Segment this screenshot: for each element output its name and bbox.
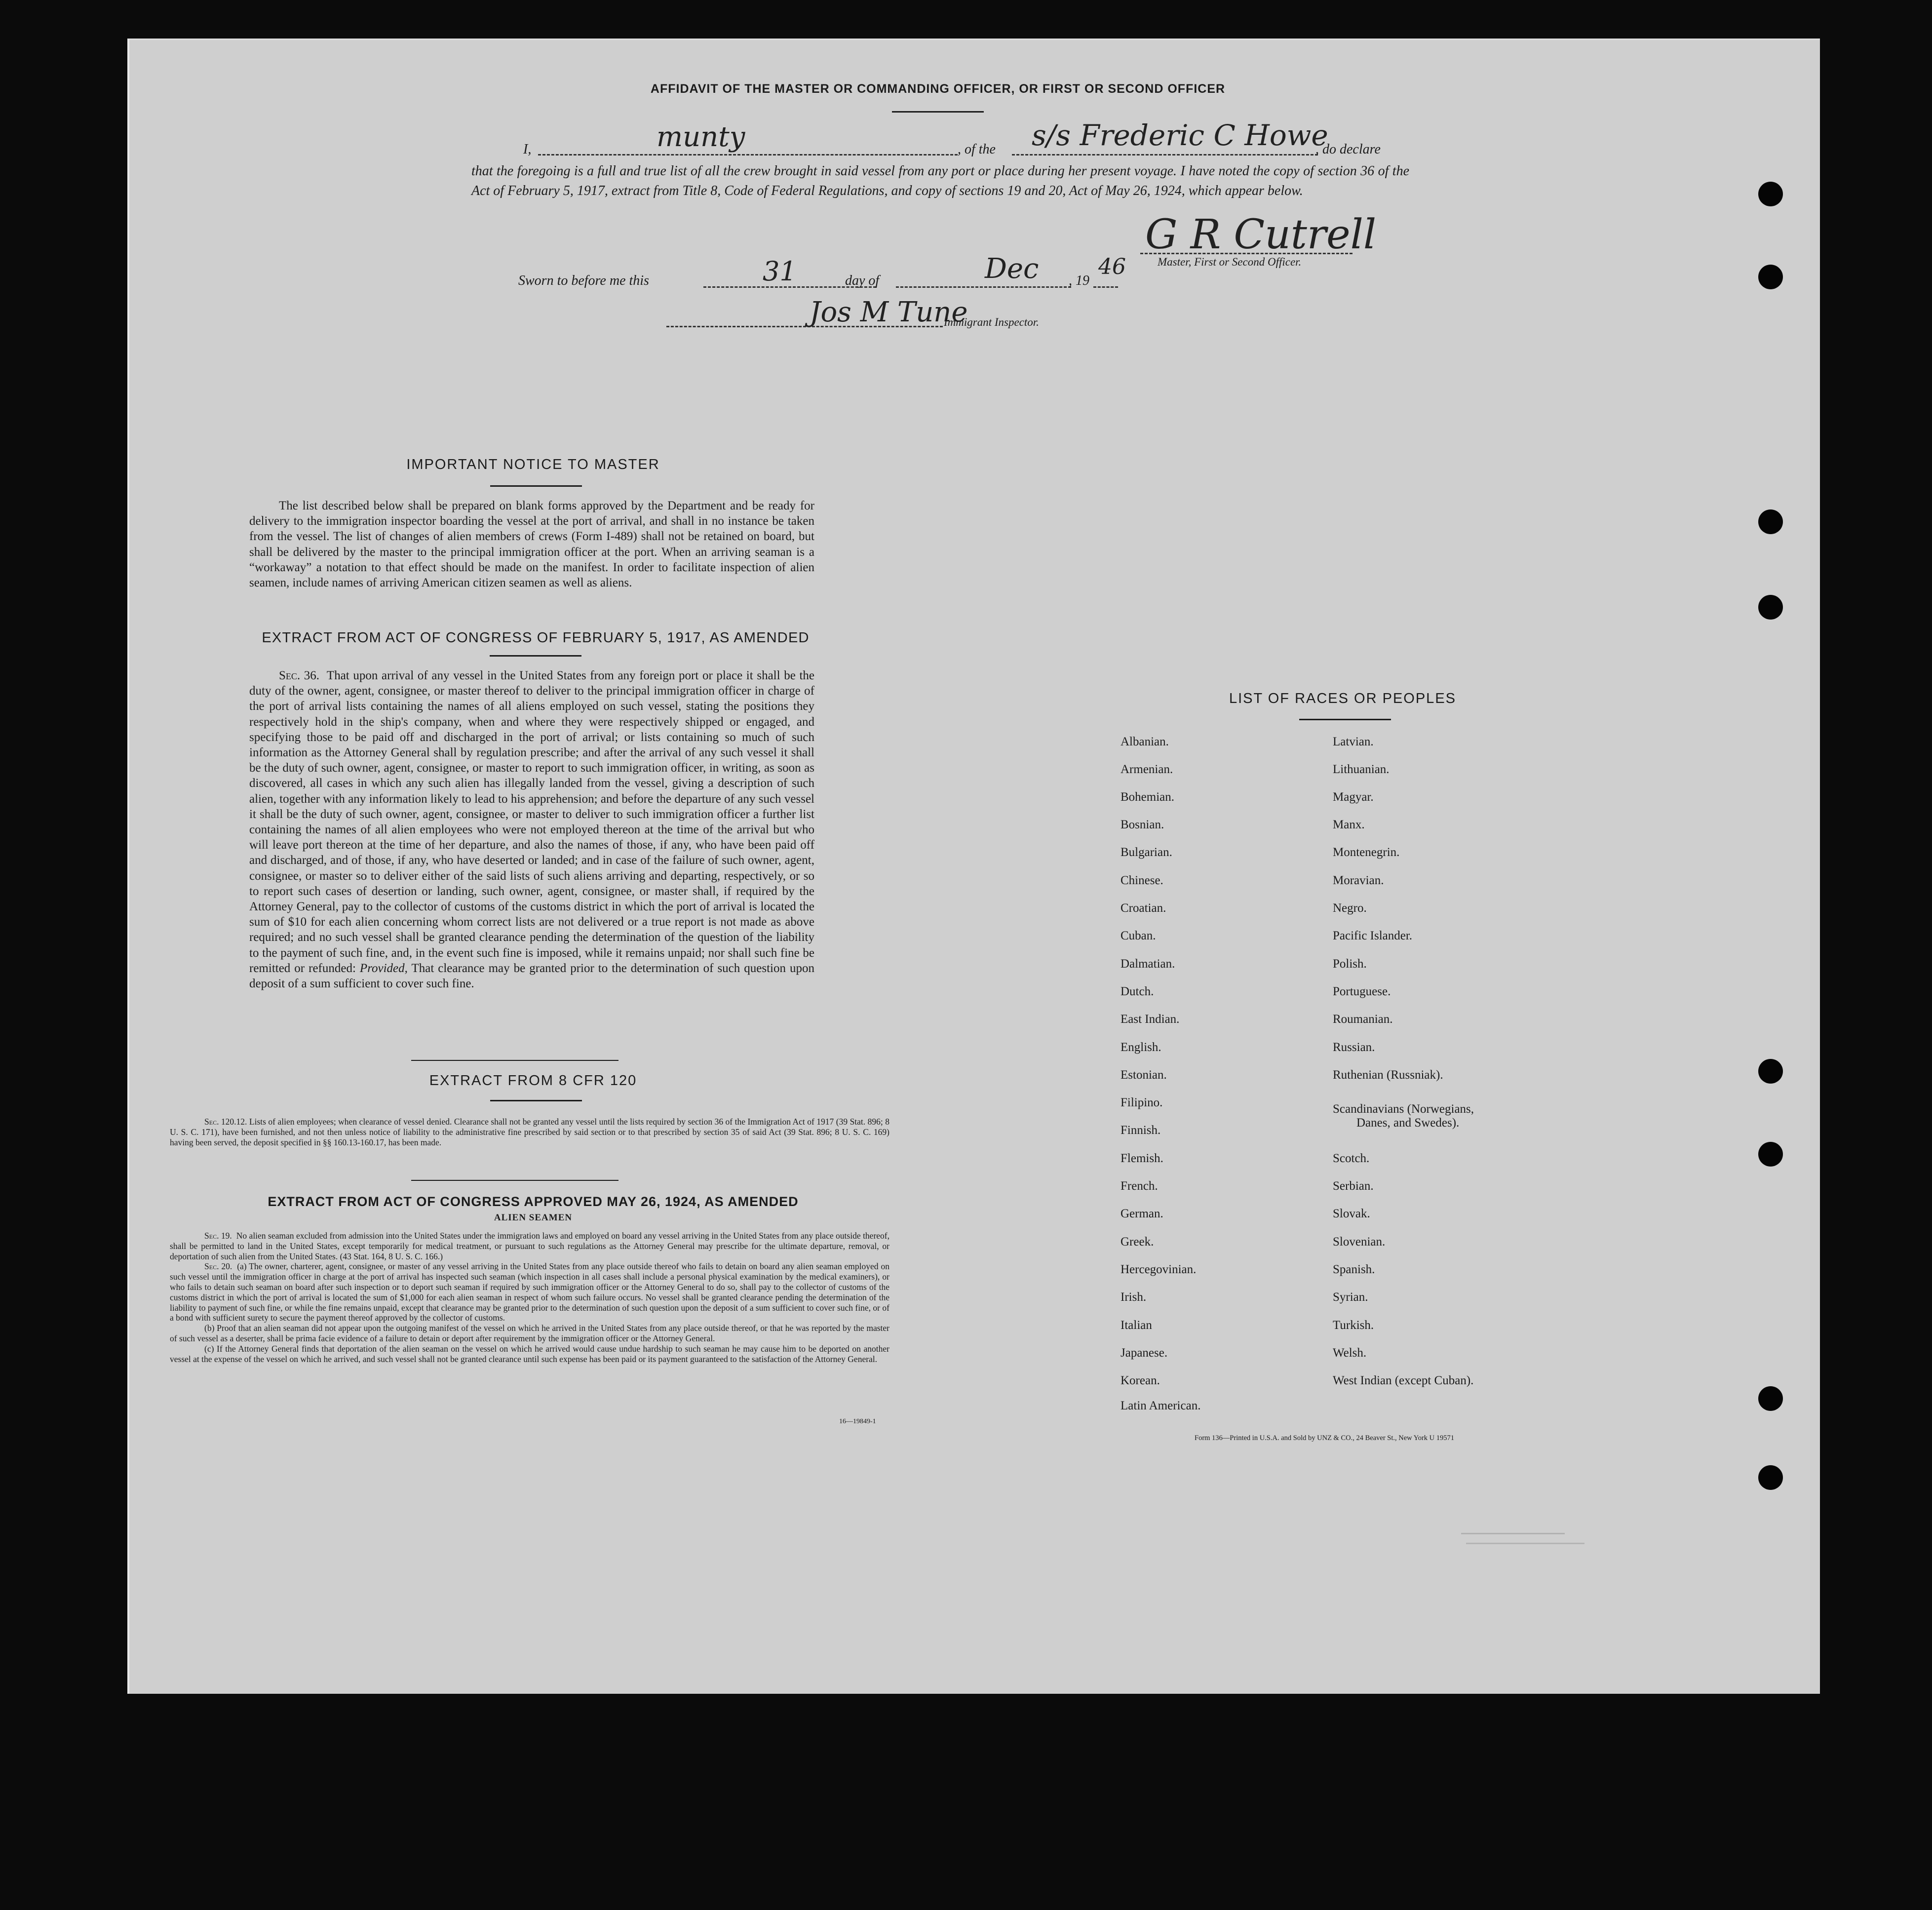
section-20-label: Sec. 20. [204, 1261, 232, 1272]
race-item: Filipino. [1121, 1096, 1163, 1109]
race-item: Dutch. [1121, 985, 1154, 998]
race-item: Irish. [1121, 1290, 1147, 1304]
section-36-text [249, 668, 814, 991]
handwritten-month: Dec [985, 253, 1039, 285]
race-item: Syrian. [1333, 1290, 1368, 1304]
race-item: Manx. [1333, 818, 1365, 831]
handwritten-year: 46 [1098, 254, 1126, 279]
race-item: Chinese. [1121, 874, 1163, 887]
master-signature: G R Cutrell [1145, 211, 1377, 258]
race-item: Dalmatian. [1121, 957, 1175, 971]
form-printer-line: Form 136—Printed in U.S.A. and Sold by UNZ & CO., 24 Beaver St., New York U 19571 [1195, 1434, 1455, 1442]
race-item: Magyar. [1333, 790, 1374, 804]
cfr-text [170, 1117, 889, 1147]
master-label: Master, First or Second Officer. [1158, 256, 1302, 268]
race-item: French. [1121, 1179, 1158, 1193]
race-item: Greek. [1121, 1235, 1154, 1248]
race-item: Bosnian. [1121, 818, 1164, 831]
race-item: Latin American. [1121, 1399, 1201, 1412]
section-20b-text: (b) Proof that an alien seaman did not appear upon the outgoing manifest of the vessel on which he arrived in the United States from any place outside thereof, or that he was reported by the master of such vessel as a deserter, shall be prima facie evidence of a failure to detain or deport after requirement by the immigration officer or the Attorney General. [170, 1323, 889, 1343]
year-prefix-label: , 19 [1069, 273, 1089, 288]
race-item: Flemish. [1121, 1152, 1163, 1165]
race-item: Korean. [1121, 1374, 1160, 1387]
section-36-label: Sec. 36. [279, 669, 320, 682]
form-code: 16—19849-1 [839, 1418, 876, 1425]
race-item: Turkish. [1333, 1319, 1374, 1332]
punch-hole [1758, 1465, 1783, 1490]
races-title: LIST OF RACES OR PEOPLES [1229, 691, 1457, 706]
race-item: German. [1121, 1207, 1163, 1220]
race-item: Serbian. [1333, 1179, 1374, 1193]
race-item: Slovak. [1333, 1207, 1370, 1220]
handwritten-vessel: s/s Frederic C Howe [1032, 118, 1328, 152]
section-36-body: That upon arrival of any vessel in the United States from any foreign port or place it shall be the duty of the owner, agent, consignee, or master thereof to deliver to the principal immigration officer in charge of the port of arrival lists containing the names of all aliens employed on such vessel, stating the positions they respectively hold in the ship's company, when and where they were respectively shipped or engaged, and specifying those to be paid off and discharged in the port of arrival; or lists containing so much of such information as the Attorney General shall by regulation prescribe; and after the arrival of any such vessel it shall be the duty of such owner, agent, consignee, or master to report to such immigration officer, in writing, as soon as discovered, all cases in which any such alien has illegally landed from the vessel, giving a description of such alien, together with any information likely to lead to his apprehension; and before the departure of any such vessel it shall be the duty of such owner, agent, consignee, or master to deliver to such immigration officer a further list containing the names of all alien employees who were not employed thereon at the time of the arrival but who will leave port thereon at the time of her departure, and also the names of those, if any, who have been paid off and discharged, and of those, if any, who have deserted or landed; and in case of the failure of such owner, agent, consignee, or master so to deliver either of the said lists of such aliens arriving and departing, respectively, or so to report such cases of desertion or landing, such owner, agent, consignee, or master shall, if required by the Attorney General, pay to the collector of customs of the customs district in which the port of arrival is located the sum of $10 for each alien concerning whom correct lists are not delivered or a true report is not made as above required; and no such vessel shall be granted clearance pending the determination of the question of the liability to the payment of such fine, and, in the event such fine is imposed, while it remains unpaid; nor shall such fine be remitted or refunded: [249, 669, 815, 975]
handwritten-name: munty [657, 121, 745, 153]
race-item: Estonian. [1121, 1068, 1167, 1082]
race-item: Albanian. [1121, 735, 1169, 748]
race-item: Portuguese. [1333, 985, 1391, 998]
month-fill-line [896, 286, 1071, 288]
title-rule [892, 111, 984, 113]
race-item: Japanese. [1121, 1346, 1168, 1360]
handwritten-day: 31 [763, 256, 797, 287]
scan-mark [1461, 1533, 1565, 1534]
race-item: Roumanian. [1333, 1013, 1393, 1026]
extract-1917-title: EXTRACT FROM ACT OF CONGRESS OF FEBRUARY 5, 1917, AS AMENDED [262, 630, 810, 646]
cfr-rule [490, 1100, 582, 1101]
race-item: Armenian. [1121, 763, 1173, 776]
extract-1924-title: EXTRACT FROM ACT OF CONGRESS APPROVED MAY 26, 1924, AS AMENDED [268, 1194, 799, 1209]
race-item: Montenegrin. [1333, 846, 1400, 859]
affidavit-title: AFFIDAVIT OF THE MASTER OR COMMANDING OFFICER, OR FIRST OR SECOND OFFICER [650, 82, 1226, 96]
year-fill-line [1093, 286, 1118, 288]
section-19-body: No alien seaman excluded from admission into the United States under the immigration laws and employed on board any vessel arriving in the United States from any place outside thereof, shall be permitted to land in the United States, except temporarily for medical treatment, or pursuant to such regulations as the Attorney General may prescribe for the ultimate departure, removal, or deportation of such alien from the United States. (43 Stat. 164, 8 U. S. C. 166.) [170, 1231, 889, 1261]
race-item: West Indian (except Cuban). [1333, 1374, 1474, 1387]
cfr-title: EXTRACT FROM 8 CFR 120 [429, 1073, 637, 1089]
race-item: Spanish. [1333, 1263, 1375, 1276]
race-item: Finnish. [1121, 1124, 1161, 1137]
race-item: Lithuanian. [1333, 763, 1390, 776]
punch-hole [1758, 182, 1783, 206]
section-36-provided: Provided, [359, 961, 408, 975]
section-36-proviso: That clearance may be granted prior to the determination of such question upon deposit of a sum sufficient to cover such fine. [249, 961, 814, 991]
race-item: Scandinavians (Norwegians, [1333, 1102, 1474, 1116]
name-fill-line [538, 154, 958, 156]
extract-1924-body [170, 1231, 889, 1364]
punch-hole [1758, 509, 1783, 534]
races-rule [1299, 719, 1391, 720]
notice-title: IMPORTANT NOTICE TO MASTER [406, 457, 660, 472]
race-item: Scotch. [1333, 1152, 1370, 1165]
alien-seamen-subtitle: ALIEN SEAMEN [494, 1212, 573, 1223]
race-item: Negro. [1333, 901, 1367, 915]
section-19-text [170, 1231, 889, 1261]
affidavit-of-the-label: , of the [958, 142, 996, 157]
vessel-fill-line [1012, 154, 1318, 156]
race-item: Ruthenian (Russniak). [1333, 1068, 1443, 1082]
master-signature-line [1140, 253, 1352, 254]
affidavit-declare-label: , do declare [1315, 142, 1381, 157]
notice-rule [490, 485, 582, 487]
race-item: Bulgarian. [1121, 846, 1172, 859]
race-item: East Indian. [1121, 1013, 1180, 1026]
inspector-signature: Jos M Tune [810, 296, 968, 328]
cfr-section-label: Sec. 120.12. [204, 1117, 247, 1127]
section-20a-body: (a) The owner, charterer, agent, consignee, or master of any vessel arriving in the United States from any place outside thereof who fails to detain on board any alien seaman employed on such vessel until the immigration officer in charge at the port of arrival has inspected such seaman (which inspection in all cases shall include a personal physical examination by the medical examiners), or who fails to detain such seaman on board after such inspection or to deport such seaman if required by such immigration officer or the Attorney General to do so, shall pay to the collector of customs of the customs district in which the port of arrival is located the sum of $1,000 for each alien seaman in respect of whom such failure occurs. No vessel shall be granted clearance pending the determination of the liability to payment of such fine, or while the fine remains unpaid, except that clearance may be granted prior to the determination of such question upon the deposit of a sum sufficient to cover such fine, or of a bond with sufficient surety to secure the payment thereof approved by the collector of customs. [170, 1261, 890, 1323]
section-19-label: Sec. 19. [204, 1231, 232, 1241]
race-item: Pacific Islander. [1333, 929, 1413, 942]
race-item: Polish. [1333, 957, 1367, 971]
affidavit-i-label: I, [523, 142, 532, 157]
affidavit-statement: that the foregoing is a full and true list of all the crew brought in said vessel from any port or place during her present voyage. I have noted the copy of section 36 of the Act of February 5, 1917, extract from Title 8, Code of Federal Regulations, and copy of sections 19 and 20, Act of May 26, 1924, which appear below. [471, 163, 1409, 198]
race-item: Cuban. [1121, 929, 1156, 942]
inspector-label: Immigrant Inspector. [944, 316, 1039, 328]
extract-1917-rule [490, 655, 581, 657]
race-item: English. [1121, 1041, 1161, 1054]
scan-mark [1466, 1543, 1584, 1544]
sworn-label: Sworn to before me this [518, 273, 649, 288]
race-item: Italian [1121, 1319, 1152, 1332]
race-item: Hercegovinian. [1121, 1263, 1197, 1276]
race-item: Latvian. [1333, 735, 1374, 748]
punch-hole [1758, 1142, 1783, 1167]
section-20a-text [170, 1261, 889, 1323]
section-20c-text: (c) If the Attorney General finds that deportation of the alien seaman on the vessel on which he arrived would cause undue hardship to such seaman he may cause him to be deported on another vessel at the expense of the vessel on which he arrived, and such vessel shall not be granted clearance until such expense has been paid or its payment guaranteed to the satisfaction of the Attorney General. [170, 1343, 889, 1364]
race-item: Bohemian. [1121, 790, 1175, 804]
race-item: Welsh. [1333, 1346, 1367, 1360]
section-divider [411, 1180, 618, 1181]
race-item: Danes, and Swedes). [1356, 1116, 1460, 1130]
race-item: Russian. [1333, 1041, 1375, 1054]
race-item: Croatian. [1121, 901, 1166, 915]
cfr-section-body: Lists of alien employees; when clearance of vessel denied. Clearance shall not be granted any vessel until the lists required by section 36 of the Immigration Act of 1917 (39 Stat. 896; 8 U. S. C. 171), have been furnished, and not then unless notice of liability to the administrative fine prescribed by said section or to that prescribed by section 35 of said Act (39 Stat. 896; 8 U. S. C. 169) having been served, the deposit specified in §§ 160.13-160.17, has been made. [170, 1117, 889, 1147]
punch-hole [1758, 265, 1783, 289]
day-of-label: day of [845, 273, 880, 288]
punch-hole [1758, 1386, 1783, 1411]
race-item: Moravian. [1333, 874, 1384, 887]
notice-body: The list described below shall be prepared on blank forms approved by the Department and be ready for delivery to the immigration inspector boarding the vessel at the port of arrival, and shall in no instance be taken from the vessel. The list of changes of alien members of crews (Form I-489) shall not be retained on board, but shall be delivered by the master to the principal immigration officer at the port. When an arriving seaman is a “workaway” a notation to that effect should be made on the manifest. In order to facilitate inspection of alien seamen, include names of arriving American citizen seamen as well as aliens. [249, 499, 814, 590]
section-divider [411, 1060, 618, 1061]
punch-hole [1758, 1059, 1783, 1084]
punch-hole [1758, 595, 1783, 620]
race-item: Slovenian. [1333, 1235, 1386, 1248]
